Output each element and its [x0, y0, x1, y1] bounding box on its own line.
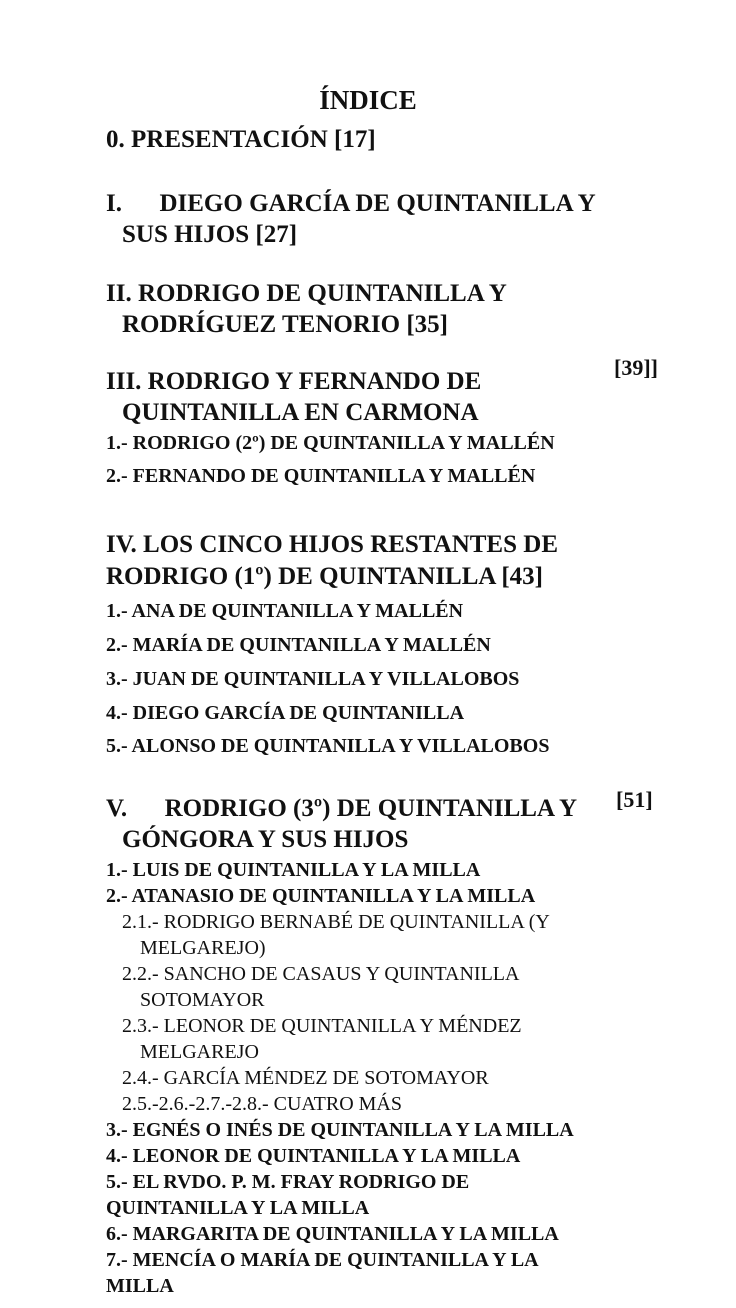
chapter-4-item-2: 2.- MARÍA DE QUINTANILLA Y MALLÉN [106, 634, 491, 656]
chapter-5-item-3: 3.- EGNÉS O INÉS DE QUINTANILLA Y LA MILLA [106, 1119, 574, 1141]
chapter-4-heading-line1: IV. LOS CINCO HIJOS RESTANTES DE [106, 531, 558, 558]
chapter-5-subitem-2-3-cont: MELGAREJO [140, 1041, 259, 1063]
chapter-5-subitem-2-1-cont: MELGAREJO) [140, 937, 266, 959]
chapter-5-subitem-2-3: 2.3.- LEONOR DE QUINTANILLA Y MÉNDEZ [122, 1015, 522, 1037]
chapter-5-item-7: 7.- MENCÍA O MARÍA DE QUINTANILLA Y LA [106, 1249, 539, 1271]
chapter-3-item-1: 1.- RODRIGO (2º) DE QUINTANILLA Y MALLÉN [106, 432, 555, 454]
chapter-3-heading-line1: III. RODRIGO Y FERNANDO DE [106, 368, 482, 395]
chapter-5-subitem-2-1: 2.1.- RODRIGO BERNABÉ DE QUINTANILLA (Y [122, 911, 550, 933]
chapter-5-heading-line2: GÓNGORA Y SUS HIJOS [122, 826, 409, 853]
chapter-5-item-7-cont: MILLA [106, 1275, 174, 1297]
chapter-1-heading-line1: I. DIEGO GARCÍA DE QUINTANILLA Y [106, 190, 596, 217]
chapter-1-heading-line2: SUS HIJOS [27] [122, 221, 298, 248]
page-title: ÍNDICE [319, 85, 417, 115]
chapter-3-page-ref: [39]] [614, 355, 658, 380]
chapter-3-heading-line2: QUINTANILLA EN CARMONA [122, 399, 479, 426]
chapter-4-item-4: 4.- DIEGO GARCÍA DE QUINTANILLA [106, 702, 465, 724]
chapter-5-item-1: 1.- LUIS DE QUINTANILLA Y LA MILLA [106, 859, 481, 881]
chapter-4-heading-line2: RODRIGO (1º) DE QUINTANILLA [43] [106, 563, 543, 590]
chapter-5-heading-line1: V. RODRIGO (3º) DE QUINTANILLA Y [106, 795, 578, 822]
chapter-5-subitem-2-5-8: 2.5.-2.6.-2.7.-2.8.- CUATRO MÁS [122, 1093, 402, 1115]
chapter-4-item-1: 1.- ANA DE QUINTANILLA Y MALLÉN [106, 600, 464, 622]
chapter-5-item-5: 5.- EL RVDO. P. M. FRAY RODRIGO DE [106, 1171, 470, 1193]
chapter-5-item-4: 4.- LEONOR DE QUINTANILLA Y LA MILLA [106, 1145, 521, 1167]
chapter-5-item-5-cont: QUINTANILLA Y LA MILLA [106, 1197, 370, 1219]
chapter-4-item-5: 5.- ALONSO DE QUINTANILLA Y VILLALOBOS [106, 735, 550, 757]
chapter-5-item-2: 2.- ATANASIO DE QUINTANILLA Y LA MILLA [106, 885, 536, 907]
chapter-5-subitem-2-2: 2.2.- SANCHO DE CASAUS Y QUINTANILLA [122, 963, 520, 985]
chapter-2-heading-line2: RODRÍGUEZ TENORIO [35] [122, 311, 448, 338]
chapter-5-item-6: 6.- MARGARITA DE QUINTANILLA Y LA MILLA [106, 1223, 559, 1245]
chapter-4-item-3: 3.- JUAN DE QUINTANILLA Y VILLALOBOS [106, 668, 520, 690]
toc-presentation: 0. PRESENTACIÓN [17] [106, 126, 376, 153]
chapter-2-heading-line1: II. RODRIGO DE QUINTANILLA Y [106, 280, 507, 307]
chapter-5-subitem-2-4: 2.4.- GARCÍA MÉNDEZ DE SOTOMAYOR [122, 1067, 489, 1089]
chapter-3-item-2: 2.- FERNANDO DE QUINTANILLA Y MALLÉN [106, 465, 536, 487]
chapter-5-subitem-2-2-cont: SOTOMAYOR [140, 989, 265, 1011]
chapter-5-page-ref: [51] [616, 787, 653, 812]
